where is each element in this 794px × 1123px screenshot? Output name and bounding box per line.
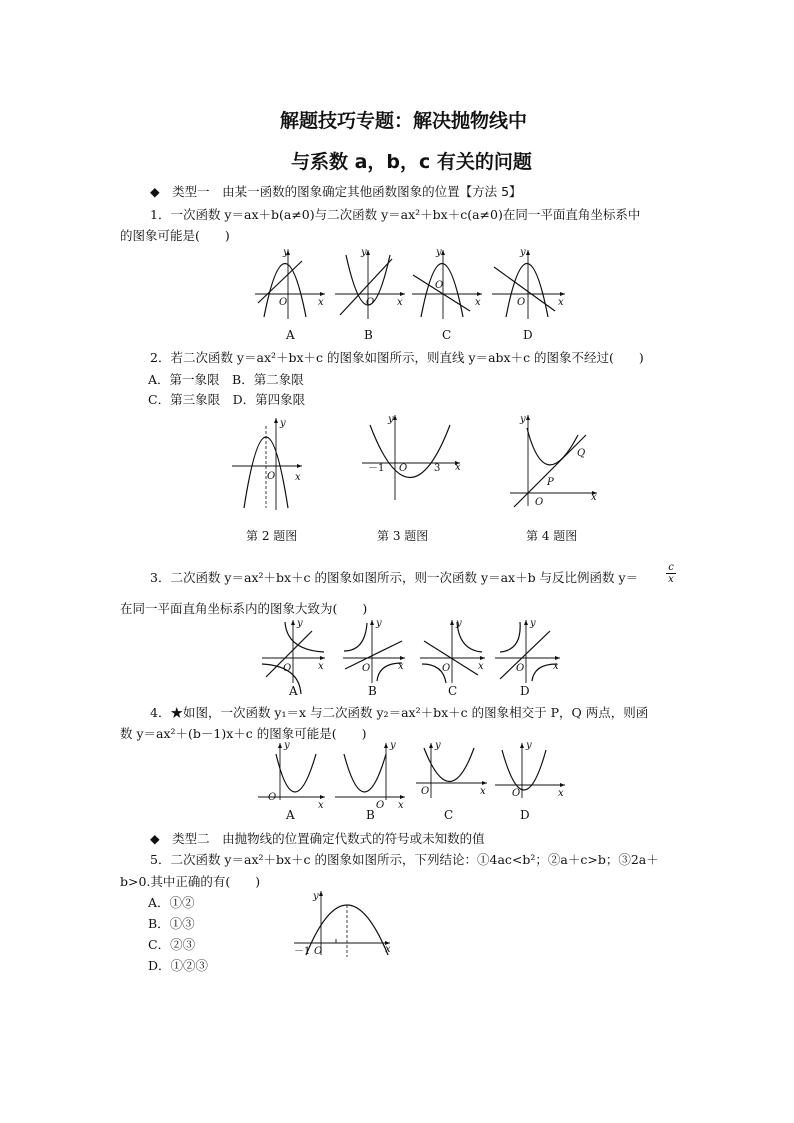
q4-letter-b: B (366, 808, 375, 822)
q1-c-x-label: x (475, 297, 481, 308)
q1-a-x-label: x (318, 297, 324, 308)
fig4-caption: 第 4 题图 (526, 529, 578, 543)
q4-option-d-graph (495, 743, 565, 798)
q1-d-y-label: y (520, 247, 526, 258)
q3-letter-b: B (368, 684, 377, 698)
fig3-y-label: y (388, 414, 394, 425)
q3-a-origin: O (283, 663, 292, 674)
fig2-y-label: y (280, 418, 286, 429)
q4-b-y: y (390, 740, 396, 751)
fig4-q-label: Q (577, 448, 586, 459)
q4-c-x: x (480, 786, 486, 797)
fig3-three-label: 3 (434, 463, 441, 474)
q4-letter-d: D (520, 808, 530, 822)
q4-option-b-graph (335, 743, 405, 800)
q1-option-c-graph (412, 250, 482, 319)
q4-d-y: y (526, 740, 532, 751)
q3-b-x: x (398, 661, 404, 672)
q1-b-x-label: x (397, 297, 403, 308)
q3-a-y: y (297, 618, 303, 629)
question-1-line-1: 1．一次函数 y＝ax＋b(a≠0)与二次函数 y＝ax²＋bx＋c(a≠0)在同一平面直角坐标系中 (150, 207, 641, 222)
q1-d-x-label: x (558, 297, 564, 308)
q3-b-y: y (376, 618, 382, 629)
section-heading-2: ◆ 类型二 由抛物线的位置确定代数式的符号或未知数的值 (150, 831, 485, 846)
q1-c-y-label: y (436, 247, 442, 258)
q5-y-label: y (313, 891, 319, 902)
q5-option-c: C．②③ (148, 937, 196, 952)
q5-graph (0, 885, 794, 965)
q1-option-a-graph (255, 250, 325, 319)
q1-option-b-graph (335, 250, 405, 319)
q4-b-origin: O (376, 800, 385, 811)
q3-c-origin: O (442, 663, 451, 674)
question-5-line-1: 5．二次函数 y＝ax²＋bx＋c 的图象如图所示，下列结论：①4ac<b²；②a＋c>b；③2a＋ (150, 852, 659, 867)
q1-letter-c: C (442, 328, 452, 342)
q3-letter-a: A (289, 684, 298, 698)
q3-option-b-graph (343, 620, 405, 683)
fig2-caption: 第 2 题图 (246, 529, 298, 543)
figure-2-graph (232, 418, 302, 510)
figure-4-graph (510, 415, 597, 507)
q5-neg1-label: －1 (294, 946, 311, 957)
question-5-line-2: b>0.其中正确的有( ) (120, 874, 261, 889)
q4-a-origin: O (268, 792, 277, 803)
q1-a-y-label: y (283, 247, 289, 258)
q4-a-y: y (284, 740, 290, 751)
question-2-line-1: 2．若二次函数 y＝ax²＋bx＋c 的图象如图所示，则直线 y＝abx＋c 的图象不经过( ) (150, 350, 644, 365)
title-line-2: 与系数 a，b，c 有关的问题 (291, 151, 532, 173)
q3-option-c-graph (420, 620, 485, 683)
q4-d-origin: O (512, 788, 521, 799)
q3-d-y: y (530, 618, 536, 629)
question-3-line-1: 3．二次函数 y＝ax²＋bx＋c 的图象如图所示，则一次函数 y＝ax＋b 与反比例函数 y＝ (150, 570, 639, 585)
q3-letter-c: C (448, 684, 458, 698)
section-heading-1: ◆ 类型一 由某一函数的图象确定其他函数图象的位置【方法 5】 (150, 184, 522, 199)
q1-c-origin-label: O (435, 280, 444, 291)
q1-b-y-label: y (361, 247, 367, 258)
title-line-1: 解题技巧专题：解决抛物线中 (280, 110, 528, 132)
fig2-origin-label: O (267, 471, 276, 482)
q1-d-origin-label: O (517, 297, 526, 308)
fig4-p-label: P (547, 477, 554, 488)
fig3-x-label: x (455, 462, 461, 473)
q5-x-label: x (385, 944, 391, 955)
question-2-options-1: A．第一象限 B．第二象限 (148, 372, 304, 387)
q5-option-d: D．①②③ (148, 958, 209, 973)
fig3-neg1-label: －1 (368, 463, 385, 474)
q3-a-x: x (318, 661, 324, 672)
q1-letter-a: A (286, 328, 295, 342)
q3-c-y: y (456, 618, 462, 629)
q3-fraction-numerator: c (666, 562, 676, 574)
q4-letter-c: C (444, 808, 454, 822)
q1-letter-b: B (364, 328, 373, 342)
q1-graphs (0, 245, 794, 345)
figure-3-graph (362, 415, 460, 500)
q4-b-x: x (398, 800, 404, 811)
fig3-caption: 第 3 题图 (377, 529, 429, 543)
q3-letter-d: D (520, 684, 530, 698)
q3-b-origin: O (362, 663, 371, 674)
q3-fraction (666, 562, 676, 585)
fig4-y-label: y (520, 414, 526, 425)
q3-fraction-denominator: x (668, 574, 674, 585)
q3-graphs (0, 615, 794, 685)
q5-origin-label: O (314, 946, 323, 957)
q5-option-b: B．①③ (148, 916, 195, 931)
q1-letter-d: D (523, 328, 533, 342)
question-2-options-2: C．第三象限 D．第四象限 (148, 392, 306, 407)
q5-option-a: A．①② (148, 895, 195, 910)
q2-q4-figures (0, 410, 794, 520)
q4-graphs (0, 740, 794, 810)
q1-b-origin-label: O (366, 297, 375, 308)
q3-option-d-graph (495, 620, 560, 683)
fig3-origin-label: O (399, 463, 408, 474)
q3-c-x: x (478, 661, 484, 672)
q3-option-a-graph (262, 620, 325, 694)
q4-a-x: x (318, 800, 324, 811)
fig4-origin-label: O (535, 497, 544, 508)
q3-d-origin: O (516, 663, 525, 674)
q1-option-d-graph (492, 250, 565, 319)
q3-d-x: x (553, 661, 559, 672)
question-1-line-2: 的图象可能是( ) (120, 228, 230, 243)
fig4-x-label: x (591, 492, 597, 503)
question-4-line-2: 数 y＝ax²＋(b－1)x＋c 的图象可能是( ) (120, 726, 367, 741)
q4-d-x: x (558, 788, 564, 799)
q4-c-y: y (435, 740, 441, 751)
q4-letter-a: A (286, 808, 295, 822)
q1-a-origin-label: O (279, 297, 288, 308)
fig2-x-label: x (295, 472, 301, 483)
question-3-line-2: 在同一平面直角坐标系内的图象大致为( ) (120, 601, 368, 616)
question-4-line-1: 4．★如图，一次函数 y₁＝x 与二次函数 y₂＝ax²＋bx＋c 的图象相交于 P，Q 两点，则函 (150, 705, 649, 720)
q4-c-origin: O (421, 786, 430, 797)
